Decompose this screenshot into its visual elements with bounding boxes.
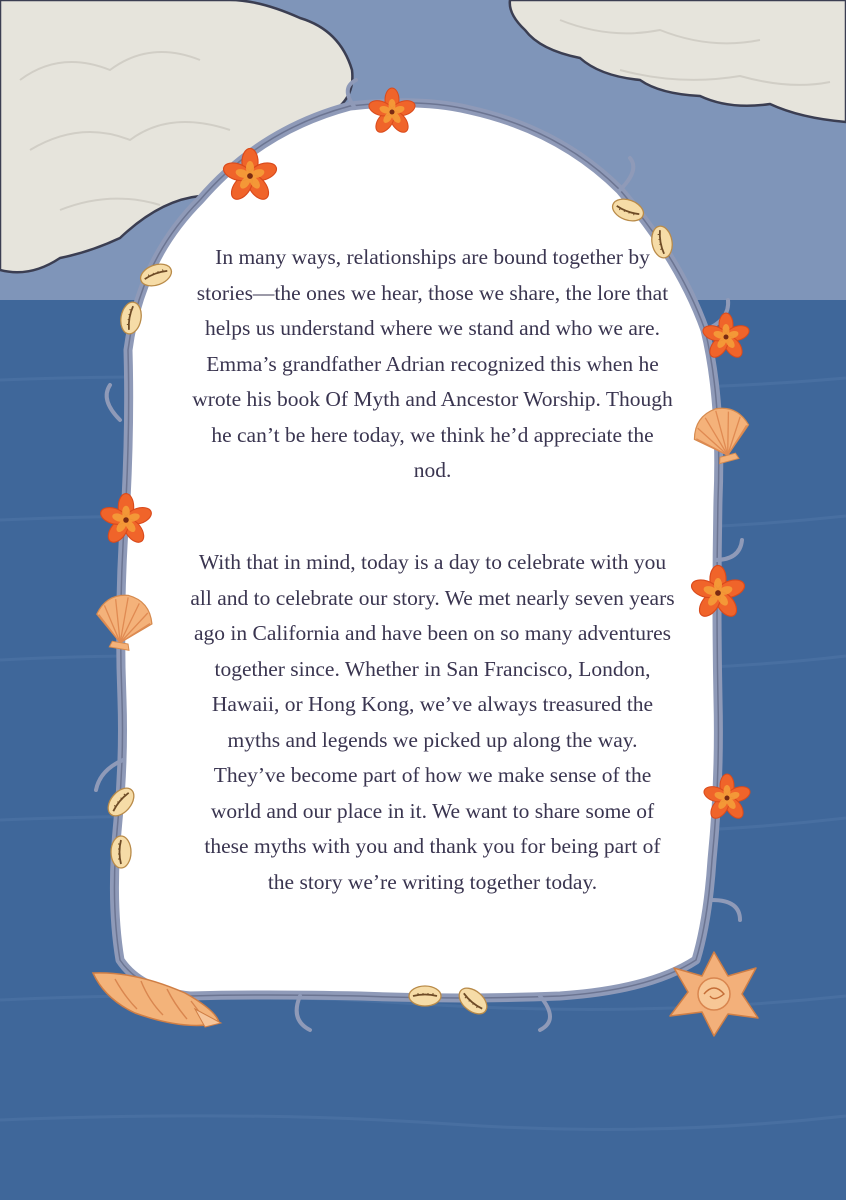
letter-paragraph-2: With that in mind, today is a day to celebrate with you all and to celebrate our story. We met nearly seven years ago in California and have been on so many adventures together since. Whether in San Francisco, London, Hawaii, or Hong Kong, we’ve always treasured the myths and legends we picked up along the way. They’ve become part of how we make sense of the world and our place in it. We want to share some of these myths with you and thank you for being part of the story we’re writing together today. [190,550,675,894]
letter-paragraph-1: In many ways, relationships are bound together by stories—the ones we hear, those we share, the lore that helps us understand where we stand and who we are. Emma’s grandfather Adrian recognized this when he wrote his book Of Myth and Ancestor Worship. Though he can’t be here today, we think he’d appreciate the nod. [192,245,673,482]
